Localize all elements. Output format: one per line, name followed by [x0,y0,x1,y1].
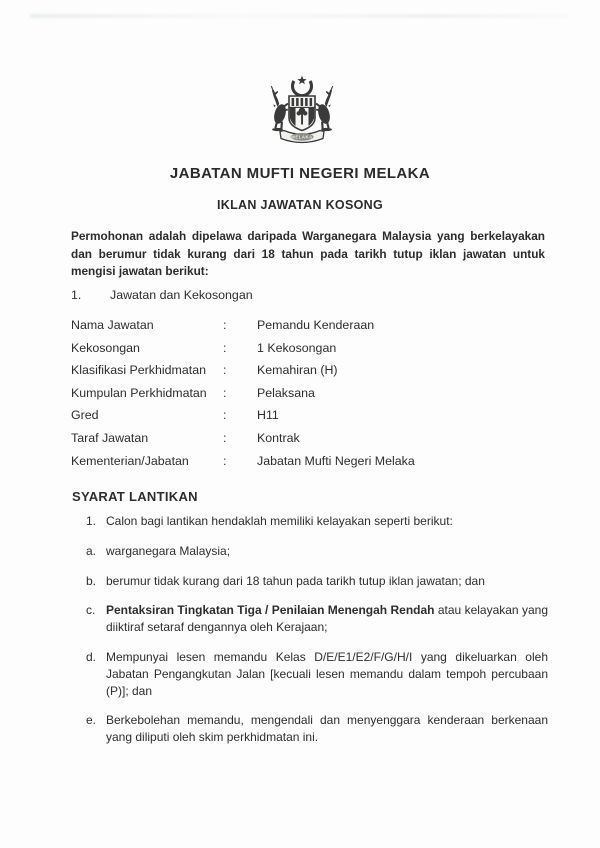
syarat-lantikan-heading: SYARAT LANTIKAN [72,489,198,504]
list-item [86,712,548,746]
detail-colon: : [223,430,227,445]
item-text: berumur tidak kurang dari 18 tahun pada tarikh tutup iklan jawatan; dan [106,573,485,588]
crescent-icon [293,81,312,96]
list-item [86,649,548,699]
right-deer-supporter-icon [315,86,333,131]
list-item [86,543,548,560]
intro-paragraph: Permohonan adalah dipelawa daripada Warganegara Malaysia yang berkelayakan dan berumur tidak kurang dari 18 tahun pada tarikh tutup iklan jawatan untuk mengisi jawatan berikut: [71,229,545,278]
table-row [71,359,551,382]
item-text-rest: atau kelayakan yang diiktiraf setaraf dengannya oleh Kerajaan; [106,603,548,635]
melaka-state-crest-icon [249,74,355,152]
star-icon [297,76,306,85]
item-marker: a. [86,543,97,558]
item-marker: b. [86,573,97,588]
detail-label: Kekosongan [71,340,140,355]
detail-colon: : [223,408,227,423]
item-text [106,602,548,636]
requirements-list [86,513,548,759]
detail-colon: : [223,340,227,355]
detail-label: Kumpulan Perkhidmatan [71,385,207,400]
detail-label: Kementerian/Jabatan [71,453,189,468]
detail-value: Pelaksana [257,385,315,400]
detail-label: Taraf Jawatan [71,430,149,445]
item-marker: e. [86,713,97,728]
job-details-table [71,314,551,472]
detail-value: Jabatan Mufti Negeri Melaka [257,453,415,468]
table-row [71,314,551,337]
detail-colon: : [223,453,227,468]
table-row [71,337,551,360]
detail-label: Gred [71,408,99,423]
item-marker: 1. [86,514,97,528]
left-deer-supporter-icon [271,86,289,131]
detail-value: Kontrak [257,430,300,445]
section-title: Jawatan dan Kekosongan [110,288,253,302]
detail-label: Nama Jawatan [71,318,154,332]
scan-artifact [30,14,570,18]
item-text: warganegara Malaysia; [106,543,231,558]
item-text-bold: Pentaksiran Tingkatan Tiga / Penilaian Menengah Rendah [106,603,435,618]
detail-colon: : [223,385,227,400]
detail-label: Klasifikasi Perkhidmatan [71,363,206,378]
item-marker: d. [86,649,97,664]
item-text: Mempunyai lesen memandu Kelas D/E/E1/E2/F/G/H/I yang dikeluarkan oleh Jabatan Pengangkutan Jalan [kecuali lesen memandu dalam tempoh percubaan (P)]; dan [106,649,548,698]
list-item [86,602,548,636]
table-row [71,404,551,427]
detail-colon: : [223,363,227,378]
crest-banner-text: MELAKA [291,134,313,140]
detail-value: 1 Kekosongan [257,340,337,355]
list-item [86,573,548,590]
table-row [71,382,551,405]
document-subtitle: IKLAN JAWATAN KOSONG [217,198,383,212]
item-text: Calon bagi lantikan hendaklah memiliki kelayakan seperti berikut: [106,514,453,528]
section-1-heading [71,288,545,302]
item-marker: c. [86,603,96,618]
detail-value: H11 [257,408,279,423]
detail-colon: : [223,318,227,332]
item-text: Berkebolehan memandu, mengendali dan menyenggara kenderaan berkenaan yang diliputi oleh skim perkhidmatan ini. [106,713,548,745]
detail-value: Pemandu Kenderaan [257,318,375,332]
section-number: 1. [71,288,82,302]
table-row [71,427,551,450]
list-item [86,513,548,530]
detail-value: Kemahiran (H) [257,363,338,378]
page-title: JABATAN MUFTI NEGERI MELAKA [169,165,431,182]
table-row [71,450,551,473]
